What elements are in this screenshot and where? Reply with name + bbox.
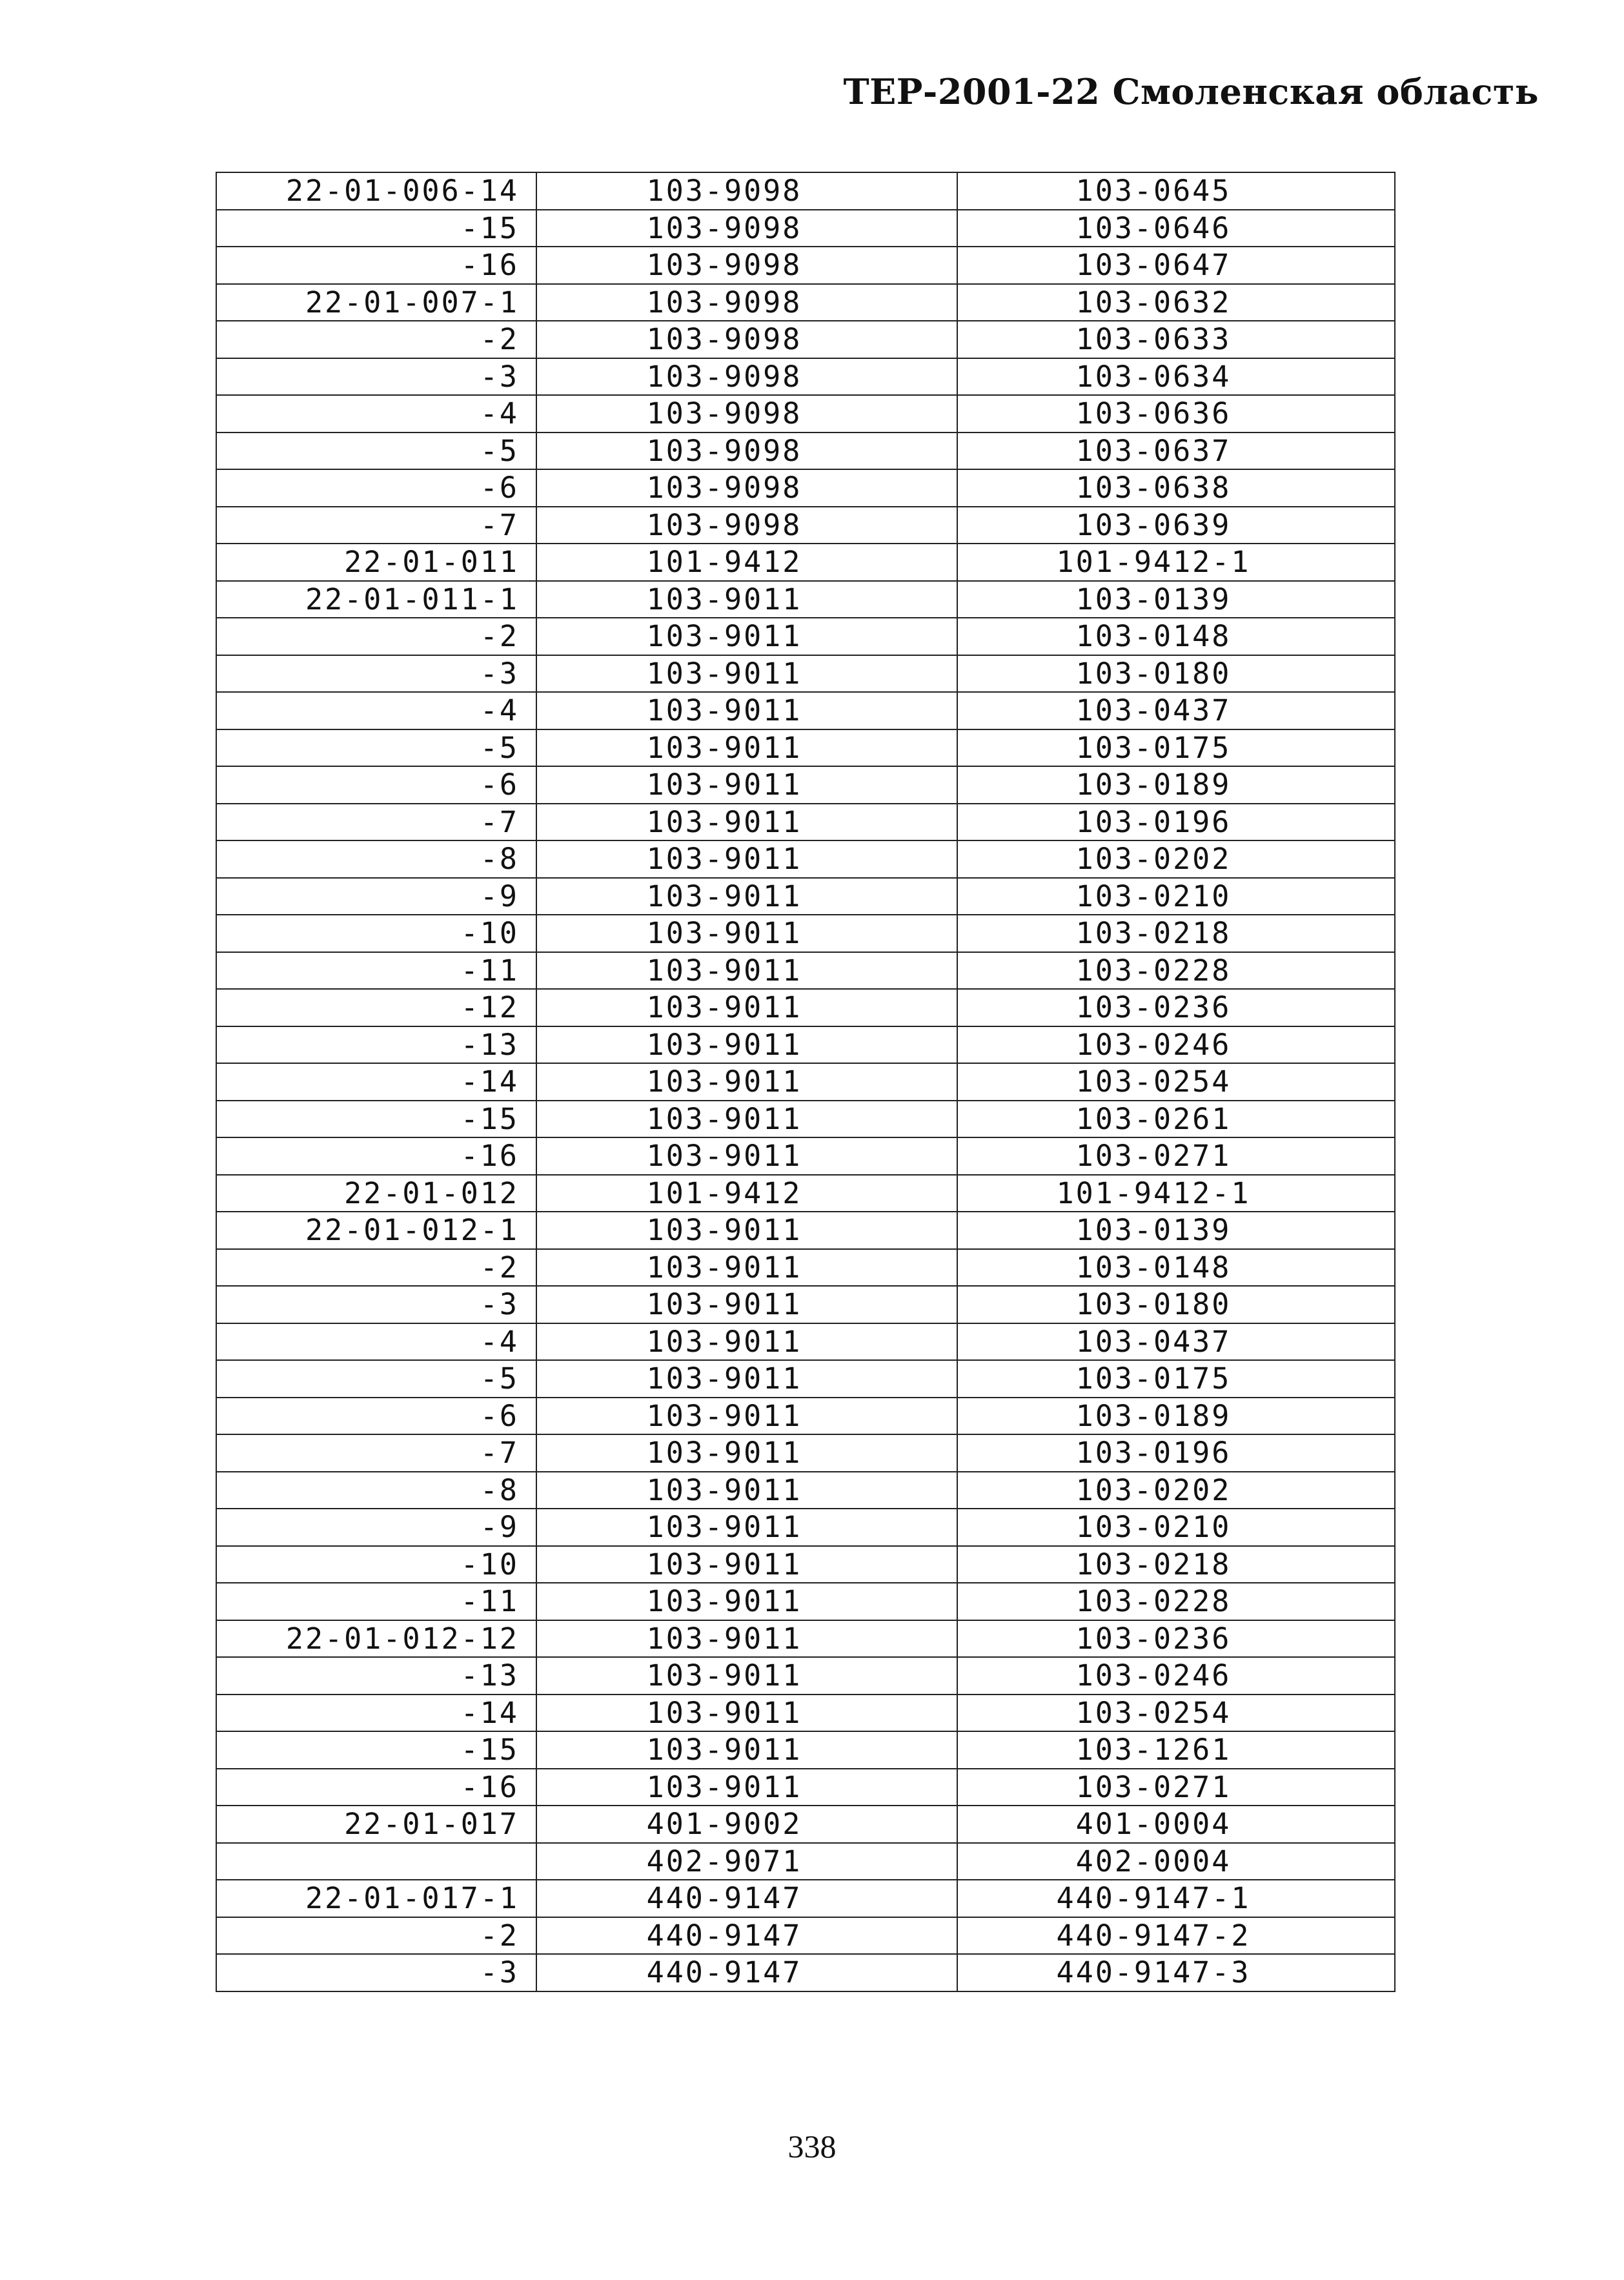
table-cell-code: 22-01-011-1 [216, 581, 536, 618]
table-cell-new-resource: 103-0236 [957, 1620, 1395, 1658]
table-row [216, 989, 1395, 1026]
table-cell-code: -15 [216, 210, 536, 247]
table-cell-new-resource: 103-0189 [957, 766, 1395, 804]
table-cell-new-resource: 103-0210 [957, 1509, 1395, 1546]
table-cell-old-resource: 440-9147 [536, 1917, 957, 1955]
table-cell-new-resource: 103-0202 [957, 1472, 1395, 1509]
table-cell-old-resource: 101-9412 [536, 544, 957, 581]
table-row [216, 1472, 1395, 1509]
table-row [216, 469, 1395, 507]
table-cell-old-resource: 103-9011 [536, 655, 957, 693]
table-cell-new-resource: 103-0254 [957, 1695, 1395, 1732]
table-cell-new-resource: 103-0139 [957, 581, 1395, 618]
table-cell-new-resource: 103-0175 [957, 729, 1395, 767]
table-cell-new-resource: 103-0139 [957, 1212, 1395, 1249]
table-cell-old-resource: 103-9011 [536, 1583, 957, 1620]
table-row [216, 1509, 1395, 1546]
table-cell-old-resource: 103-9098 [536, 247, 957, 284]
table-cell-code: -15 [216, 1101, 536, 1138]
table-cell-new-resource: 103-0196 [957, 804, 1395, 841]
table-cell-code: -2 [216, 321, 536, 358]
table-cell-code: -9 [216, 1509, 536, 1546]
table-row [216, 544, 1395, 581]
table-cell-new-resource: 402-0004 [957, 1843, 1395, 1880]
table-cell-old-resource: 103-9098 [536, 395, 957, 433]
table-row [216, 1212, 1395, 1249]
table-row [216, 395, 1395, 433]
table-cell-new-resource: 103-0189 [957, 1398, 1395, 1435]
table-cell-code: -7 [216, 804, 536, 841]
table-cell-code: 22-01-012-12 [216, 1620, 536, 1658]
table-cell-new-resource: 401-0004 [957, 1806, 1395, 1843]
table-cell-old-resource: 401-9002 [536, 1806, 957, 1843]
table-row [216, 1583, 1395, 1620]
table-body [216, 172, 1395, 1991]
table-row [216, 878, 1395, 915]
table-cell-code: -6 [216, 766, 536, 804]
table-cell-old-resource: 103-9098 [536, 469, 957, 507]
table-row [216, 358, 1395, 396]
table-cell-old-resource: 103-9011 [536, 1249, 957, 1287]
table-row [216, 915, 1395, 952]
table-cell-code: -2 [216, 1917, 536, 1955]
table-row [216, 1954, 1395, 1991]
table-cell-new-resource: 103-0180 [957, 655, 1395, 693]
table-cell-code: -6 [216, 1398, 536, 1435]
table-cell-code: -11 [216, 1583, 536, 1620]
table-cell-code: -9 [216, 878, 536, 915]
table-row [216, 1101, 1395, 1138]
table-cell-old-resource: 103-9011 [536, 766, 957, 804]
table-row [216, 840, 1395, 878]
table-cell-code: -10 [216, 1546, 536, 1583]
table-row [216, 1880, 1395, 1917]
table-row [216, 210, 1395, 247]
table-cell-new-resource: 103-0236 [957, 989, 1395, 1026]
table-cell-new-resource: 103-0636 [957, 395, 1395, 433]
table-cell-code: 22-01-011 [216, 544, 536, 581]
table-cell-code: -8 [216, 1472, 536, 1509]
table-cell-code: -4 [216, 1323, 536, 1361]
table-cell-code: -3 [216, 1286, 536, 1323]
table-cell-old-resource: 103-9011 [536, 692, 957, 729]
table-cell-old-resource: 103-9011 [536, 1026, 957, 1064]
table-cell-code: -16 [216, 1769, 536, 1806]
table-cell-old-resource: 103-9011 [536, 804, 957, 841]
table-row [216, 172, 1395, 210]
table-cell-old-resource: 103-9011 [536, 1620, 957, 1658]
table-row [216, 1063, 1395, 1101]
table-cell-code: -13 [216, 1026, 536, 1064]
table-cell-new-resource: 103-0437 [957, 1323, 1395, 1361]
table-cell-old-resource: 440-9147 [536, 1954, 957, 1991]
table-cell-old-resource: 103-9098 [536, 284, 957, 321]
table-row [216, 1546, 1395, 1583]
table-cell-code: -16 [216, 1137, 536, 1175]
table-cell-old-resource: 103-9011 [536, 618, 957, 655]
table-cell-old-resource: 103-9011 [536, 1434, 957, 1472]
table-cell-new-resource: 103-0180 [957, 1286, 1395, 1323]
table-cell-new-resource: 103-0218 [957, 1546, 1395, 1583]
page-header-title: ТЕР-2001-22 Смоленская область [843, 71, 1539, 112]
table-row [216, 1917, 1395, 1955]
table-cell-old-resource: 103-9098 [536, 507, 957, 544]
table-cell-code: -7 [216, 1434, 536, 1472]
table-cell-new-resource: 103-0639 [957, 507, 1395, 544]
table-cell-old-resource: 103-9011 [536, 1769, 957, 1806]
table-cell-code: -2 [216, 618, 536, 655]
table-cell-new-resource: 103-0175 [957, 1360, 1395, 1398]
table-cell-new-resource: 103-0637 [957, 433, 1395, 470]
table-cell-code: -5 [216, 433, 536, 470]
table-cell-new-resource: 101-9412-1 [957, 1175, 1395, 1212]
table-row [216, 1175, 1395, 1212]
table-cell-new-resource: 103-0254 [957, 1063, 1395, 1101]
table-cell-code: -12 [216, 989, 536, 1026]
table-cell-new-resource: 103-0271 [957, 1769, 1395, 1806]
table-cell-code: -13 [216, 1657, 536, 1695]
table-cell-new-resource: 103-0645 [957, 172, 1395, 210]
table-cell-old-resource: 103-9098 [536, 358, 957, 396]
table-cell-old-resource: 440-9147 [536, 1880, 957, 1917]
table-row [216, 581, 1395, 618]
table-row [216, 1620, 1395, 1658]
table-cell-new-resource: 103-0218 [957, 915, 1395, 952]
table-cell-new-resource: 103-0196 [957, 1434, 1395, 1472]
table-cell-code: -3 [216, 655, 536, 693]
table-cell-new-resource: 103-0228 [957, 952, 1395, 990]
table-cell-new-resource: 103-1261 [957, 1731, 1395, 1769]
table-cell-new-resource: 103-0246 [957, 1026, 1395, 1064]
table-cell-old-resource: 103-9011 [536, 1546, 957, 1583]
table-row [216, 321, 1395, 358]
table-cell-code: -8 [216, 840, 536, 878]
table-cell-code: -14 [216, 1063, 536, 1101]
table-cell-old-resource: 103-9011 [536, 1509, 957, 1546]
table-cell-old-resource: 103-9011 [536, 1286, 957, 1323]
table-cell-old-resource: 101-9412 [536, 1175, 957, 1212]
table-row [216, 729, 1395, 767]
table-cell-new-resource: 103-0148 [957, 1249, 1395, 1287]
table-cell-code: -14 [216, 1695, 536, 1732]
table-cell-old-resource: 103-9011 [536, 1063, 957, 1101]
table-cell-code: -3 [216, 1954, 536, 1991]
table-cell-old-resource: 103-9011 [536, 989, 957, 1026]
table-cell-new-resource: 103-0148 [957, 618, 1395, 655]
table-cell-new-resource: 440-9147-1 [957, 1880, 1395, 1917]
table-cell-old-resource: 103-9011 [536, 1398, 957, 1435]
table-cell-old-resource: 103-9011 [536, 840, 957, 878]
table-cell-code: 22-01-006-14 [216, 172, 536, 210]
table-row [216, 692, 1395, 729]
table-row [216, 1286, 1395, 1323]
table-cell-new-resource: 103-0246 [957, 1657, 1395, 1695]
table-cell-code: 22-01-017-1 [216, 1880, 536, 1917]
page-number: 338 [787, 2128, 837, 2164]
table-row [216, 1843, 1395, 1880]
table-cell-code: -16 [216, 247, 536, 284]
table-cell-old-resource: 103-9011 [536, 581, 957, 618]
table-row [216, 655, 1395, 693]
table-cell-old-resource: 103-9098 [536, 210, 957, 247]
table-row [216, 284, 1395, 321]
table-cell-new-resource: 103-0647 [957, 247, 1395, 284]
table-row [216, 433, 1395, 470]
table-row [216, 1398, 1395, 1435]
table-cell-new-resource: 103-0632 [957, 284, 1395, 321]
table-row [216, 1323, 1395, 1361]
table-cell-old-resource: 103-9011 [536, 1695, 957, 1732]
table-cell-new-resource: 103-0261 [957, 1101, 1395, 1138]
table-cell-code: 22-01-017 [216, 1806, 536, 1843]
table-row [216, 952, 1395, 990]
table-cell-new-resource: 103-0638 [957, 469, 1395, 507]
table-row [216, 1249, 1395, 1287]
table-cell-new-resource: 103-0633 [957, 321, 1395, 358]
table-row [216, 766, 1395, 804]
table-cell-code: -3 [216, 358, 536, 396]
table-cell-code: -5 [216, 729, 536, 767]
table-cell-old-resource: 103-9011 [536, 1657, 957, 1695]
table-cell-code: -11 [216, 952, 536, 990]
table-cell-old-resource: 103-9011 [536, 915, 957, 952]
table-cell-code: 22-01-012 [216, 1175, 536, 1212]
table-cell-new-resource: 103-0634 [957, 358, 1395, 396]
table-cell-code [216, 1843, 536, 1880]
table-row [216, 804, 1395, 841]
table-cell-old-resource: 103-9011 [536, 729, 957, 767]
table-row [216, 1360, 1395, 1398]
table-row [216, 1434, 1395, 1472]
table-cell-old-resource: 103-9011 [536, 878, 957, 915]
table-row [216, 1026, 1395, 1064]
table-row [216, 1731, 1395, 1769]
code-mapping-table [216, 172, 1396, 1992]
table-cell-old-resource: 103-9011 [536, 1731, 957, 1769]
table-cell-code: 22-01-007-1 [216, 284, 536, 321]
table-row [216, 247, 1395, 284]
table-cell-code: -2 [216, 1249, 536, 1287]
table-row [216, 1695, 1395, 1732]
table-cell-old-resource: 103-9011 [536, 1101, 957, 1138]
table-cell-code: -7 [216, 507, 536, 544]
table-cell-new-resource: 103-0228 [957, 1583, 1395, 1620]
table-cell-new-resource: 101-9412-1 [957, 544, 1395, 581]
table-cell-code: -10 [216, 915, 536, 952]
table-cell-old-resource: 103-9011 [536, 952, 957, 990]
table-cell-new-resource: 103-0210 [957, 878, 1395, 915]
table-cell-old-resource: 402-9071 [536, 1843, 957, 1880]
table-cell-new-resource: 103-0646 [957, 210, 1395, 247]
table-cell-new-resource: 103-0202 [957, 840, 1395, 878]
table-cell-code: -5 [216, 1360, 536, 1398]
table-row [216, 1806, 1395, 1843]
table-row [216, 618, 1395, 655]
table-cell-old-resource: 103-9098 [536, 172, 957, 210]
table-cell-code: 22-01-012-1 [216, 1212, 536, 1249]
table-cell-old-resource: 103-9011 [536, 1137, 957, 1175]
table-cell-code: -4 [216, 692, 536, 729]
table-cell-new-resource: 440-9147-2 [957, 1917, 1395, 1955]
table-cell-old-resource: 103-9011 [536, 1472, 957, 1509]
table-row [216, 1769, 1395, 1806]
table-cell-old-resource: 103-9011 [536, 1212, 957, 1249]
table-cell-old-resource: 103-9098 [536, 321, 957, 358]
table-cell-new-resource: 103-0271 [957, 1137, 1395, 1175]
table-row [216, 1657, 1395, 1695]
table-cell-old-resource: 103-9011 [536, 1360, 957, 1398]
table-cell-code: -4 [216, 395, 536, 433]
table-cell-new-resource: 440-9147-3 [957, 1954, 1395, 1991]
table-row [216, 1137, 1395, 1175]
table-cell-old-resource: 103-9098 [536, 433, 957, 470]
table-cell-code: -15 [216, 1731, 536, 1769]
table-cell-code: -6 [216, 469, 536, 507]
table-cell-new-resource: 103-0437 [957, 692, 1395, 729]
table-cell-old-resource: 103-9011 [536, 1323, 957, 1361]
table-row [216, 507, 1395, 544]
